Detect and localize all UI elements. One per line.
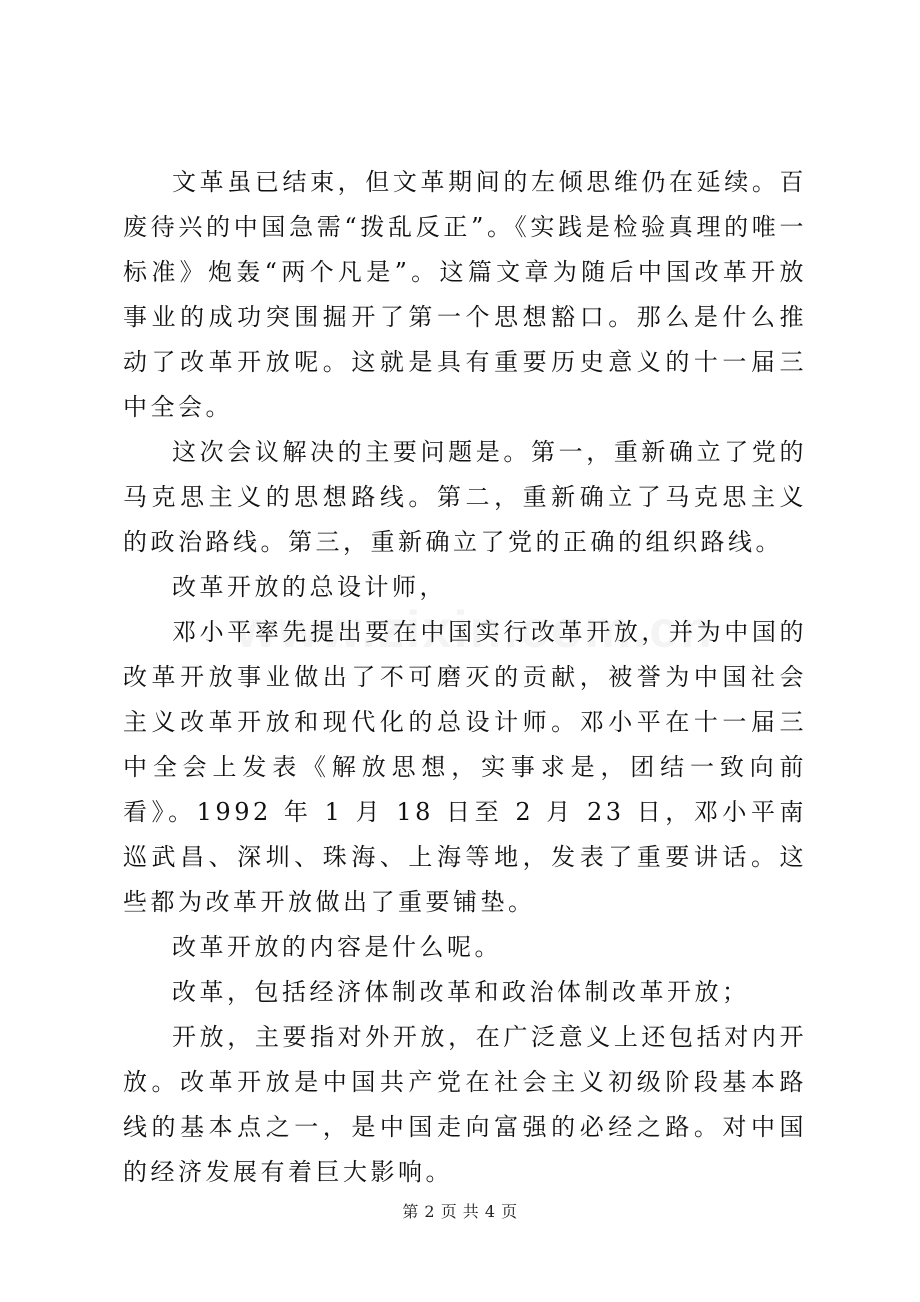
document-body [123, 160, 807, 1195]
paragraph-2: 这次会议解决的主要问题是。第一，重新确立了党的马克思主义的思想路线。第二，重新确立了马克思主义的政治路线。第三，重新确立了党的正确的组织路线。 [123, 438, 807, 556]
paragraph-6: 改革，包括经济体制改革和政治体制改革开放； [172, 978, 750, 1006]
page-number-footer: 第 2 页 共 4 页 [402, 1202, 518, 1221]
paragraph-7: 开放，主要指对外开放，在广泛意义上还包括对内开放。改革开放是中国共产党在社会主义初级阶段基本路线的基本点之一，是中国走向富强的必经之路。对中国的经济发展有着巨大影响。 [123, 1023, 807, 1186]
paragraph-4: 邓小平率先提出要在中国实行改革开放，并为中国的改革开放事业做出了不可磨灭的贡献，被誉为中国社会主义改革开放和现代化的总设计师。邓小平在十一届三中全会上发表《解放思想，实事求是，团结一致向前看》。1992 年 1 月 18 日至 2 月 23 日，邓小平南巡武昌、深圳、珠海、上海等地，发表了重要讲话。这些都为改革开放做出了重要铺垫。 [123, 618, 807, 916]
paragraph-5: 改革开放的内容是什么呢。 [172, 933, 502, 961]
paragraph-3: 改革开放的总设计师， [172, 573, 447, 601]
paragraph-1: 文革虽已结束，但文革期间的左倾思维仍在延续。百废待兴的中国急需“拨乱反正”。《实践是检验真理的唯一标准》炮轰“两个凡是”。这篇文章为随后中国改革开放事业的成功突围掘开了第一个思想豁口。那么是什么推动了改革开放呢。这就是具有重要历史意义的十一届三中全会。 [123, 168, 807, 421]
